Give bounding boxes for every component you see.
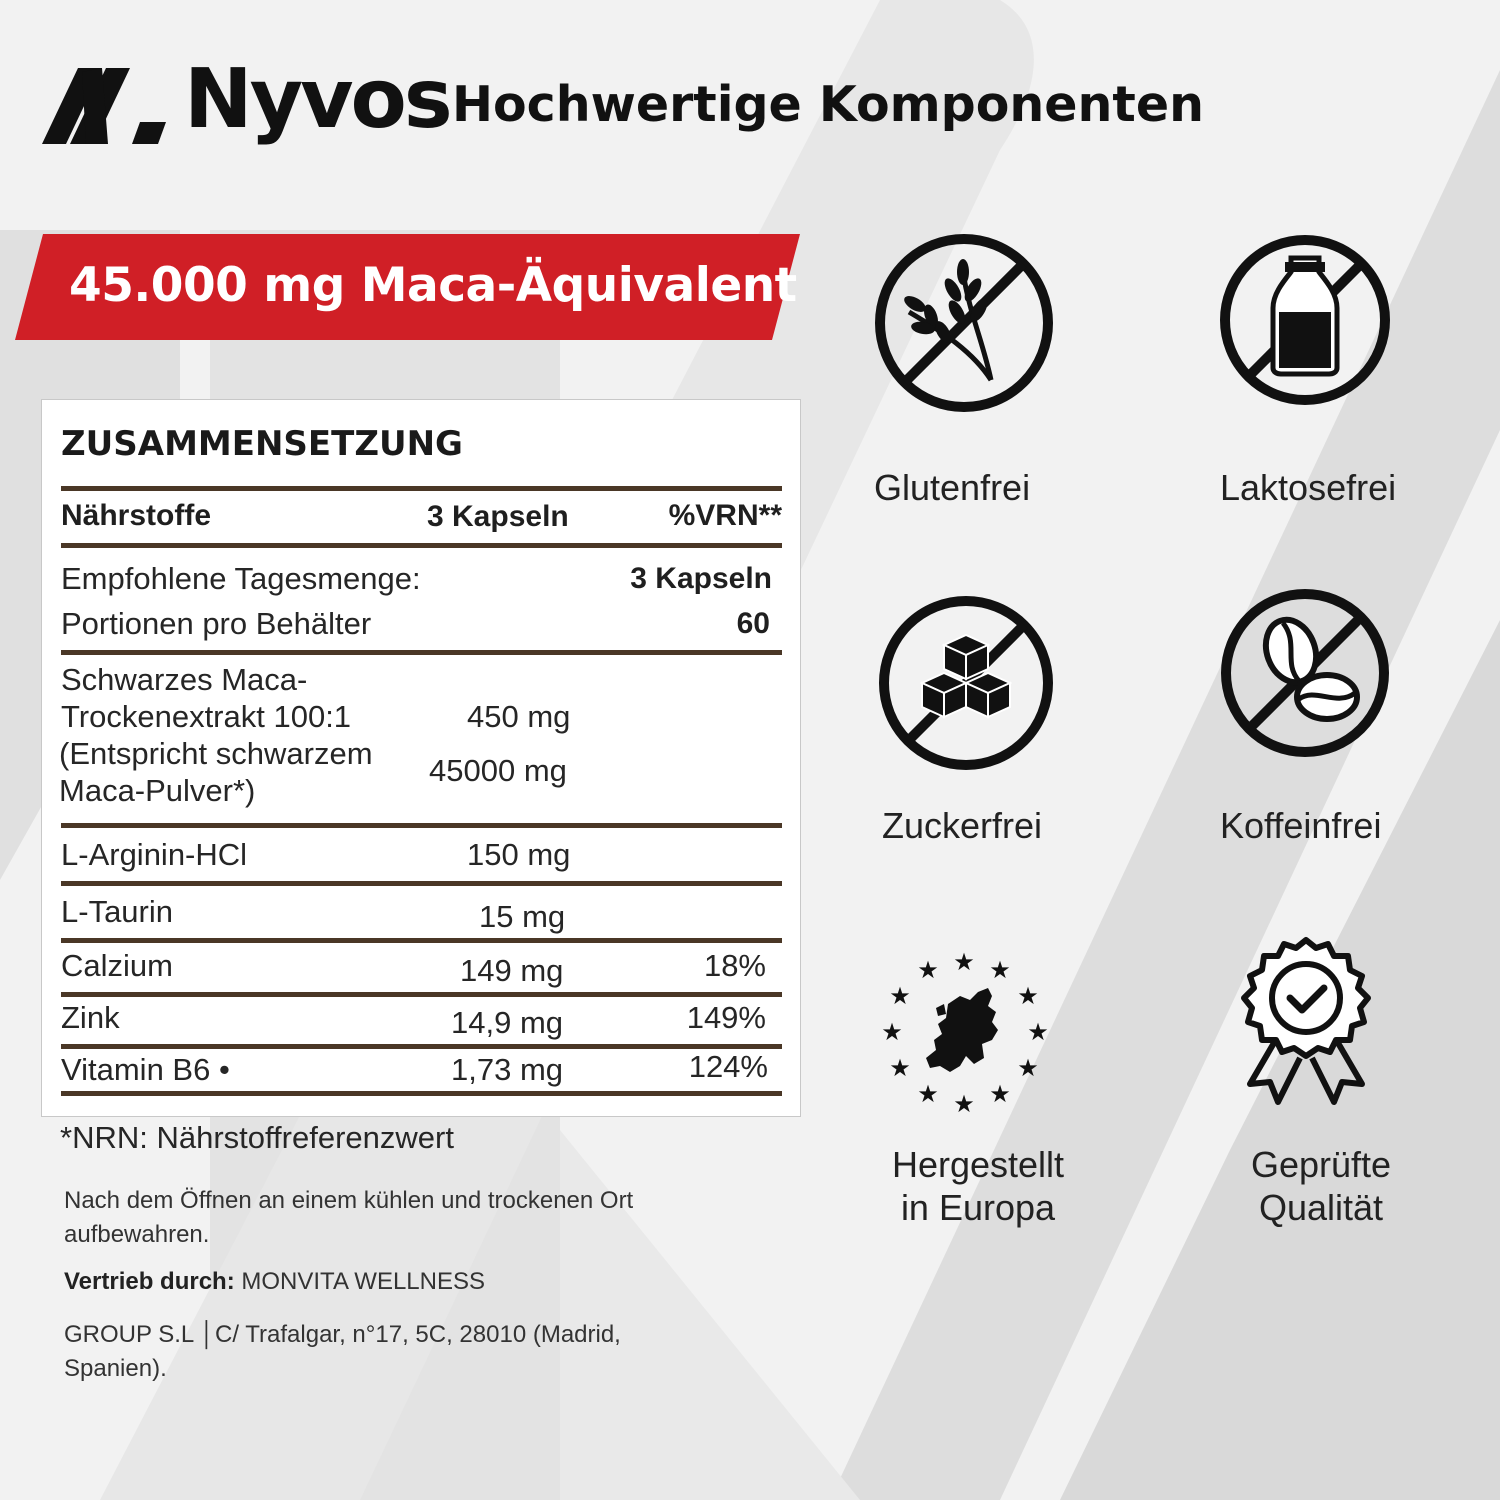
table-rule (61, 938, 782, 943)
table-rule (61, 1091, 782, 1096)
maca-line-2: Trockenextrakt 100:1 (61, 699, 352, 734)
servings-label: Portionen pro Behälter (61, 606, 372, 641)
table-rule (61, 486, 782, 491)
feature-label-line: Hergestellt (891, 1144, 1065, 1185)
row-b6-nrv: 124% (688, 1049, 768, 1084)
svg-text:★: ★ (917, 1080, 939, 1108)
svg-text:★: ★ (989, 1080, 1011, 1108)
row-calcium-nrv: 18% (703, 948, 766, 983)
brand-name: Nyvos (184, 52, 450, 147)
distributor-name: MONVITA WELLNESS (241, 1268, 485, 1295)
feature-label-line: Qualität (1258, 1187, 1384, 1228)
feature-label-line: Geprüfte (1250, 1144, 1392, 1185)
row-arginine-name: L-Arginin-HCl (61, 837, 248, 872)
recommended-label: Empfohlene Tagesmenge: (61, 561, 421, 596)
header-amount: 3 Kapseln (427, 500, 569, 533)
table-rule (61, 823, 782, 828)
row-taurine-name: L-Taurin (61, 894, 173, 929)
feature-label: Laktosefrei (1220, 467, 1397, 508)
svg-text:★: ★ (1017, 982, 1039, 1010)
svg-text:★: ★ (953, 1090, 975, 1118)
svg-text:★: ★ (889, 982, 911, 1010)
row-zinc-name: Zink (61, 1000, 120, 1035)
maca-amount: 450 mg (467, 699, 571, 734)
feature-label-line: in Europa (900, 1187, 1056, 1228)
row-zinc-amount: 14,9 mg (451, 1005, 564, 1040)
row-arginine-amount: 150 mg (467, 837, 571, 872)
distributor-label: Vertrieb durch: (64, 1268, 235, 1295)
storage-note: Nach dem Öffnen an einem kühlen und trockenen Ort aufbewahren. (64, 1187, 634, 1248)
maca-line-3: (Entspricht schwarzem (59, 736, 373, 771)
row-b6-amount: 1,73 mg (451, 1052, 564, 1087)
feature-label: Koffeinfrei (1220, 805, 1382, 846)
headline: Hochwertige Komponenten (452, 76, 1204, 133)
promo-banner (15, 234, 800, 340)
maca-line-4: Maca-Pulver*) (59, 773, 256, 808)
distributor (64, 1268, 485, 1296)
lactose-free-icon (1219, 232, 1391, 408)
feature-label-europe (868, 1143, 1088, 1229)
distributor-address: GROUP S.L │C/ Trafalgar, n°17, 5C, 28010 (Madrid, Spanien). (64, 1321, 621, 1382)
svg-text:★: ★ (881, 1018, 903, 1046)
maca-line-1: Schwarzes Maca- (61, 662, 308, 697)
table-rule (61, 992, 782, 997)
row-calcium-name: Calzium (61, 948, 173, 983)
feature-label: Glutenfrei (874, 467, 1031, 508)
header-nutrient: Nährstoffe (61, 499, 212, 532)
svg-text:★: ★ (917, 956, 939, 984)
row-b6-name: Vitamin B6 • (61, 1052, 230, 1087)
feature-label: Zuckerfrei (882, 805, 1043, 846)
servings-value: 60 (736, 607, 770, 640)
europe-stars-icon (878, 948, 1052, 1118)
footnote: *NRN: Nährstoffreferenzwert (60, 1120, 454, 1155)
gluten-free-icon (873, 232, 1055, 414)
brand-logo-mark (42, 68, 166, 144)
svg-text:★: ★ (989, 956, 1011, 984)
caffeine-free-icon (1219, 587, 1391, 759)
banner-text: 45.000 mg Maca-Äquivalent (69, 258, 797, 313)
row-zinc-nrv: 149% (686, 1000, 766, 1035)
feature-label-quality (1211, 1143, 1431, 1229)
svg-text:★: ★ (1027, 1018, 1049, 1046)
header-nrv: %VRN** (668, 499, 782, 532)
recommended-value: 3 Kapseln (630, 562, 772, 595)
maca-equivalent: 45000 mg (429, 753, 567, 788)
composition-panel (41, 399, 801, 1117)
svg-text:★: ★ (889, 1054, 911, 1082)
composition-title: ZUSAMMENSETZUNG (61, 424, 463, 464)
table-rule (61, 650, 782, 655)
sugar-free-icon (876, 593, 1056, 773)
table-rule (61, 1044, 782, 1049)
row-calcium-amount: 149 mg (460, 953, 564, 988)
table-rule (61, 543, 782, 548)
table-rule (61, 881, 782, 886)
quality-seal-icon (1238, 936, 1374, 1112)
svg-text:★: ★ (953, 948, 975, 976)
row-taurine-amount: 15 mg (479, 899, 566, 934)
svg-text:★: ★ (1017, 1054, 1039, 1082)
